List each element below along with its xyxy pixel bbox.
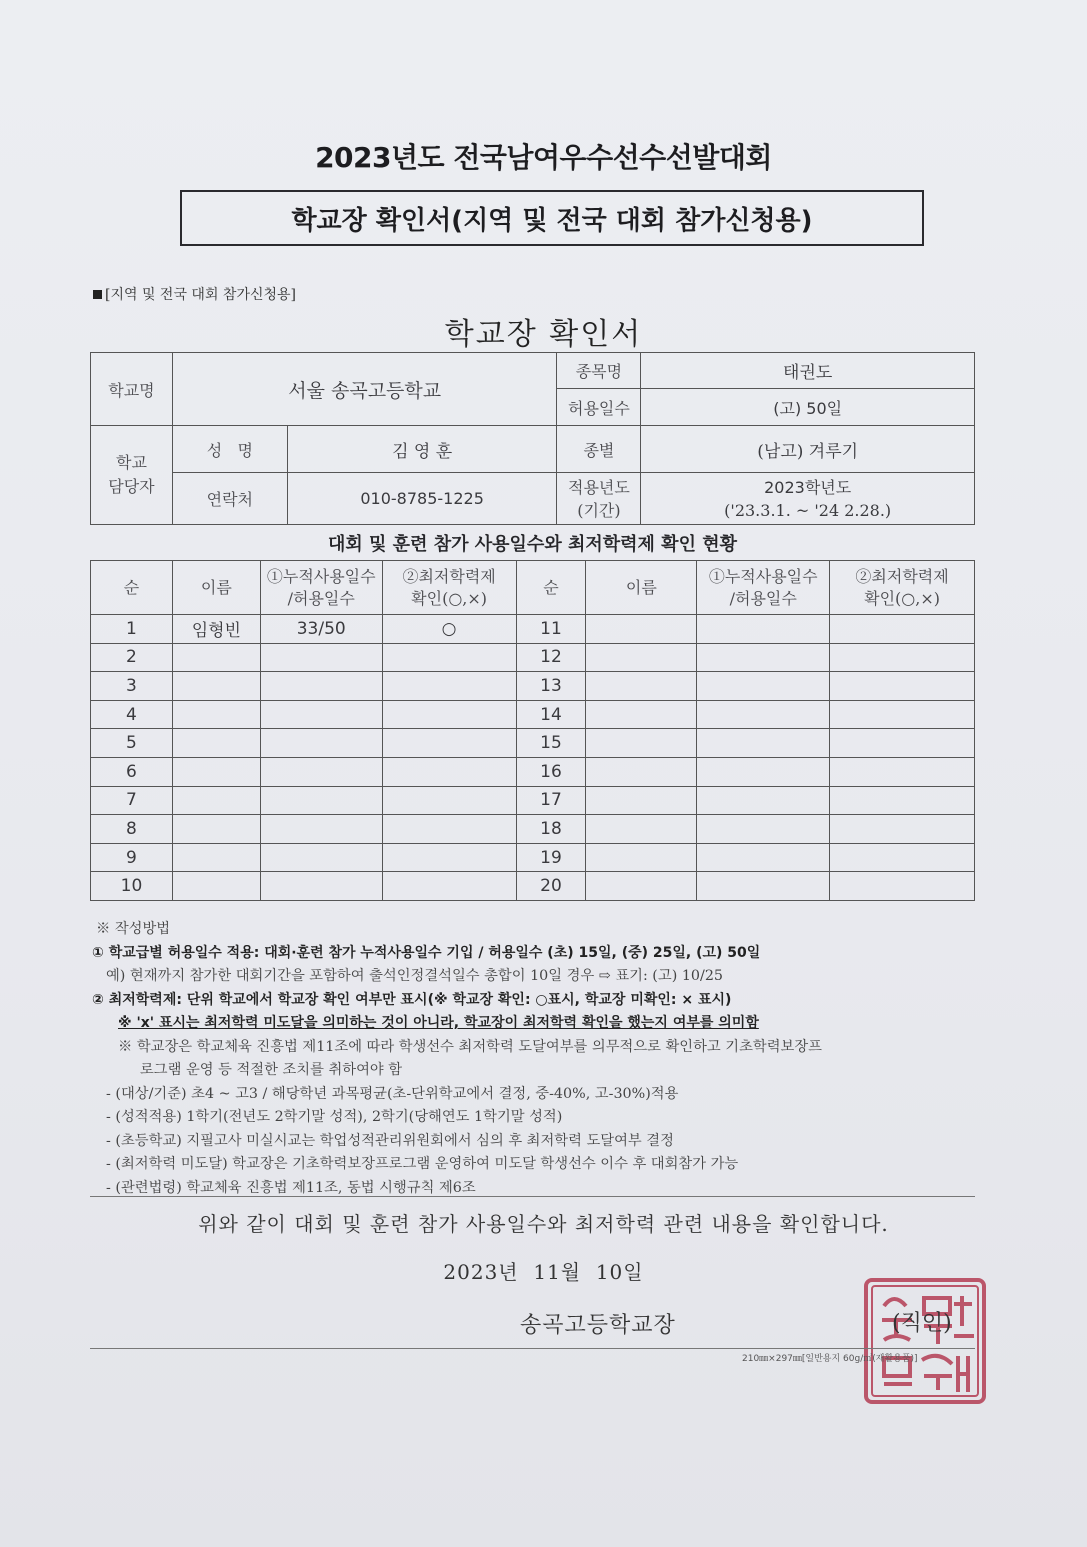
event-value: (남고) 겨루기 [641,426,975,473]
cell-no: 6 [91,757,173,786]
note-1: ① 학교급별 허용일수 적용: 대회·훈련 참가 누적사용일수 기입 / 허용일수 (초) 15일, (중) 25일, (고) 50일 [92,944,761,961]
cell-days [697,643,830,672]
cell-name [586,786,697,815]
table-row [91,729,975,758]
sport-label: 종목명 [557,353,641,389]
cell-days [697,757,830,786]
cell-days [260,643,382,672]
header-no: 순 [91,561,173,615]
cell-days [260,672,382,701]
name-value: 김 영 훈 [287,426,557,473]
cell-academic [830,672,975,701]
event-title: 2023년도 전국남여우수선수선발대회 [315,141,772,174]
cell-days [260,786,382,815]
records-header-row [91,561,975,615]
cell-academic [382,700,516,729]
table-row [91,843,975,872]
period-range: ('23.3.1. ~ '24 2.28.) [724,500,892,520]
detail-3: - (초등학교) 지필고사 미실시교는 학업성적관리위원회에서 심의 후 최저학력 도달여부 결정 [106,1132,674,1149]
cell-academic [382,729,516,758]
detail-1: - (대상/기준) 초4 ~ 고3 / 해당학년 과목평균(초-단위학교에서 결정, 중-40%, 고-30%)적용 [106,1085,679,1102]
detail-2: - (성적적용) 1학기(전년도 2학기말 성적), 2학기(당해연도 1학기말 성적) [106,1109,563,1125]
header-days: ①누적사용일수 /허용일수 [697,561,830,615]
cell-days [697,729,830,758]
cell-no: 10 [91,872,173,901]
cell-academic [382,843,516,872]
cell-academic [382,872,516,901]
cell-days [697,872,830,901]
allowed-days-label: 허용일수 [557,389,641,426]
cell-academic [830,815,975,844]
records-section-title: 대회 및 훈련 참가 사용일수와 최저학력제 확인 현황 [327,534,737,555]
cell-academic [382,643,516,672]
cell-days [697,615,830,644]
header-no: 순 [516,561,586,615]
period-cell [641,473,975,525]
note-2: ② 최저학력제: 단위 학교에서 학교장 확인 여부만 표시(※ 학교장 확인: ○표시, 학교장 미확인: × 표시) [92,991,732,1008]
contact-label: 연락처 [172,473,287,525]
header-academic: ②최저학력제 확인(○,×) [830,561,975,615]
header-name: 이름 [172,561,260,615]
cell-no: 16 [516,757,586,786]
cell-academic [382,757,516,786]
cell-academic [830,757,975,786]
cell-name: 임형빈 [172,615,260,644]
cell-no: 7 [91,786,173,815]
cell-name [586,757,697,786]
header-days: ①누적사용일수 /허용일수 [260,561,382,615]
instructions [92,918,982,1200]
header-academic: ②최저학력제 확인(○,×) [382,561,516,615]
cell-no: 5 [91,729,173,758]
cell-name [172,729,260,758]
school-seal-stamp [862,1276,988,1406]
table-row [91,815,975,844]
cell-no: 12 [516,643,586,672]
cell-academic [382,672,516,701]
cell-name [172,672,260,701]
cell-name [172,815,260,844]
cell-days [697,672,830,701]
notes-heading: ※ 작성방법 [96,921,171,937]
records-body [91,615,975,901]
cell-no: 9 [91,843,173,872]
cell-academic [830,700,975,729]
cell-no: 1 [91,615,173,644]
cell-name [586,700,697,729]
sub-title: 학교장 확인서 [444,317,643,352]
note-2-sub-1: ※ 'x' 표시는 최저학력 미도달을 의미하는 것이 아니라, 학교장이 최저학력 확인을 했는지 여부를 의미함 [118,1015,759,1031]
cell-name [586,729,697,758]
cell-academic [382,815,516,844]
cell-no: 8 [91,815,173,844]
cell-days [697,843,830,872]
table-row [91,643,975,672]
table-row [91,700,975,729]
staff-label: 학교 담당자 [91,426,173,525]
cell-days: 33/50 [260,615,382,644]
cell-name [172,700,260,729]
cell-no: 15 [516,729,586,758]
cell-days [697,700,830,729]
cell-name [172,786,260,815]
records-table [90,560,975,901]
form-box-title: 학교장 확인서(지역 및 전국 대회 참가신청용) [180,190,924,246]
cell-academic [830,872,975,901]
divider [90,1196,975,1197]
principal-title: 송곡고등학교장 [520,1313,676,1338]
table-row [91,786,975,815]
cell-academic [830,843,975,872]
cell-no: 4 [91,700,173,729]
cell-days [260,700,382,729]
allowed-days-value: (고) 50일 [641,389,975,426]
cell-academic: ○ [382,615,516,644]
cell-no: 11 [516,615,586,644]
cell-no: 18 [516,815,586,844]
cell-days [697,786,830,815]
cell-academic [830,615,975,644]
detail-5: - (관련법령) 학교체육 진흥법 제11조, 동법 시행규칙 제6조 [106,1179,476,1196]
cell-no: 3 [91,672,173,701]
seal-mark: (직인) [892,1311,952,1336]
sport-value: 태권도 [641,353,975,389]
note-2-sub-2a: ※ 학교장은 학교체육 진흥법 제11조에 따라 학생선수 최저학력 도달여부를 의무적으로 확인하고 기초학력보장프 [118,1038,822,1055]
cell-name [172,872,260,901]
contact-value: 010-8785-1225 [287,473,557,525]
school-label: 학교명 [91,353,173,426]
bullet-square-icon [93,290,102,299]
cell-days [697,815,830,844]
cell-days [260,815,382,844]
cell-no: 2 [91,643,173,672]
table-row [91,672,975,701]
cell-no: 19 [516,843,586,872]
cell-academic [830,786,975,815]
school-info-table [90,352,975,525]
cell-name [172,843,260,872]
school-value: 서울 송곡고등학교 [172,353,557,426]
issue-date: 2023년 11월 10일 [443,1260,644,1284]
cell-name [586,615,697,644]
period-value: 2023학년도 [764,477,852,497]
cell-no: 13 [516,672,586,701]
cell-academic [830,643,975,672]
cell-name [586,843,697,872]
note-1-example: 예) 현재까지 참가한 대회기간을 포함하여 출석인정결석일수 총합이 10일 경우 ⇨ 표기: (고) 10/25 [106,968,724,984]
cell-no: 20 [516,872,586,901]
form-tag: [지역 및 전국 대회 참가신청용] [93,284,296,304]
name-label: 성 명 [172,426,287,473]
cell-name [172,643,260,672]
cell-days [260,757,382,786]
table-row [91,615,975,644]
header-name: 이름 [586,561,697,615]
cell-name [586,643,697,672]
paper-spec: 210㎜×297㎜[일반용지 60g/㎡(재활용품)] [742,1354,918,1364]
event-label: 종별 [557,426,641,473]
cell-academic [382,786,516,815]
confirmation-statement: 위와 같이 대회 및 훈련 참가 사용일수와 최저학력 관련 내용을 확인합니다. [198,1212,889,1236]
cell-no: 17 [516,786,586,815]
period-label: 적용년도 (기간) [557,473,641,525]
detail-4: - (최저학력 미도달) 학교장은 기초학력보장프로그램 운영하여 미도달 학생선수 이수 후 대회참가 가능 [106,1156,739,1172]
bottom-divider [90,1348,975,1349]
table-row [91,872,975,901]
cell-days [260,729,382,758]
table-row [91,757,975,786]
cell-name [586,672,697,701]
cell-academic [830,729,975,758]
cell-name [586,872,697,901]
note-2-sub-2b: 로그램 운영 등 적절한 조치를 취하여야 함 [140,1062,403,1078]
cell-no: 14 [516,700,586,729]
cell-name [172,757,260,786]
cell-days [260,843,382,872]
cell-days [260,872,382,901]
cell-name [586,815,697,844]
